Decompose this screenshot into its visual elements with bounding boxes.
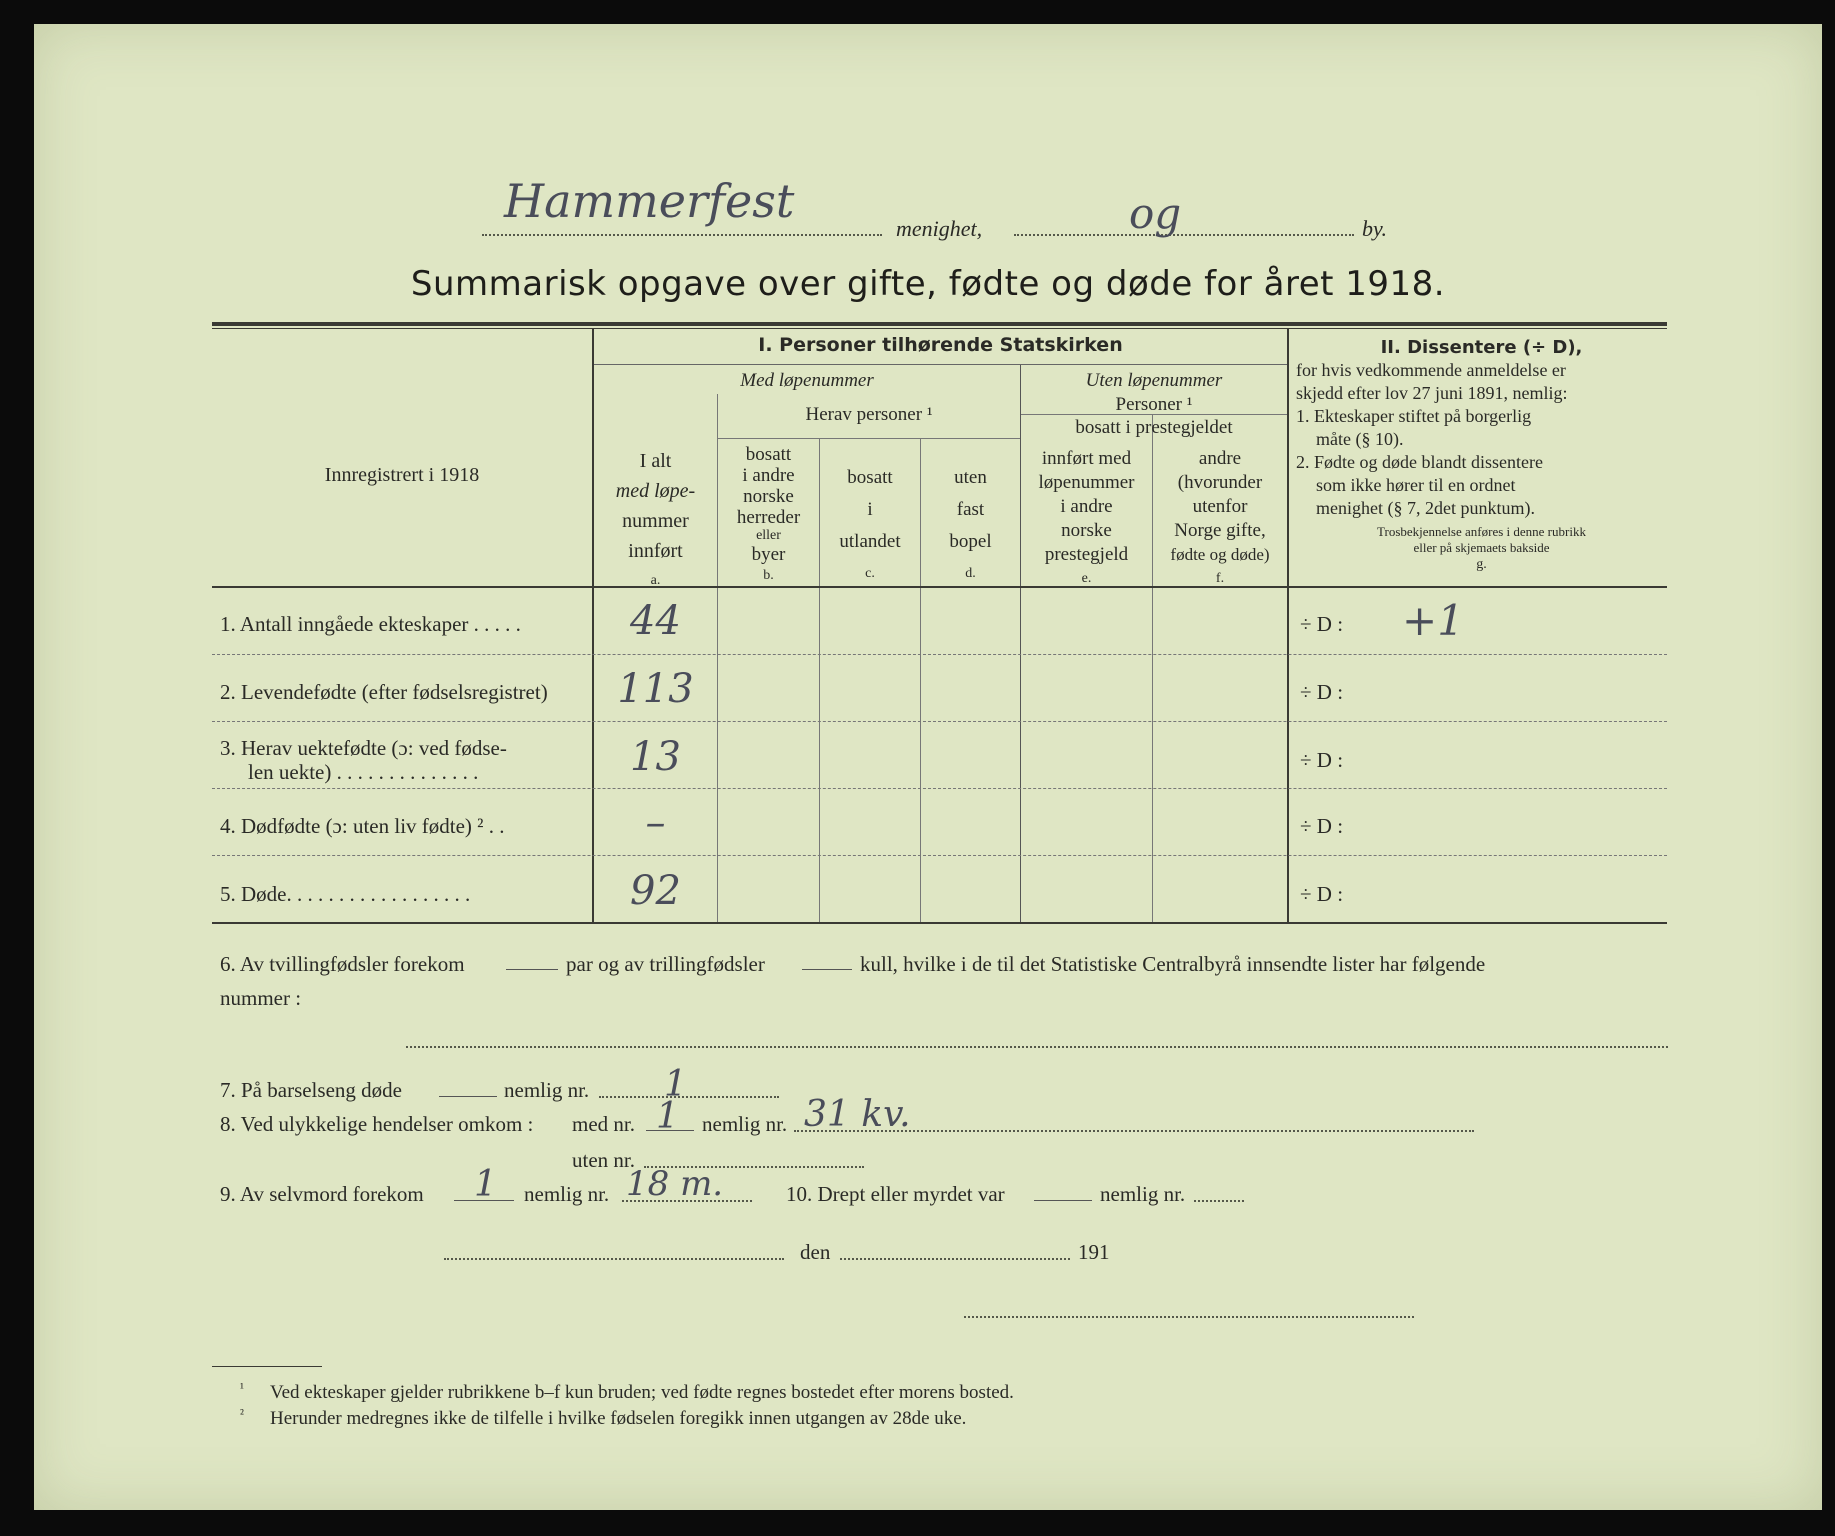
date-year: 191: [1078, 1240, 1110, 1264]
dissentere-block: II. Dissentere (÷ D), for hvis vedkommende anmeldelse er skjedd efter lov 27 juni 1891, nemlig: 1. Ekteskaper stiftet på borgerlig måte (§ 10). 2. Fødte og døde blandt dissentere som ikke hører til en ordnet menighet (§ 7, 2det punktum). Trosbekjennelse anføres i denne rubrikk eller på skjemaets bakside g.: [1296, 337, 1586, 572]
line-8d: uten nr.: [572, 1148, 635, 1172]
personer-bosatt-heading: Personer ¹ bosatt i prestegjeldet: [1075, 394, 1233, 438]
col-a-header: I alt med løpe- nummer innført a.: [615, 450, 696, 588]
row-1-dissenter: ÷ D :: [1300, 612, 1344, 636]
line-10b: nemlig nr.: [1100, 1182, 1186, 1206]
line-6b: par og av trillingfødsler: [566, 952, 765, 976]
row-5-dissenter: ÷ D :: [1300, 882, 1344, 906]
row-5-value-a: 92: [630, 868, 681, 914]
row-label-5: 5. Døde. . . . . . . . . . . . . . . . . .: [220, 882, 471, 906]
line-7a: 7. På barselseng døde: [220, 1078, 402, 1102]
row-3-value-a: 13: [630, 734, 681, 780]
line-8-handwritten-1: 1: [656, 1096, 679, 1137]
row-2-value-a: 113: [617, 666, 694, 712]
parish-name-handwritten: Hammerfest: [504, 174, 795, 228]
line-6c: kull, hvilke i de til det Statistiske Centralbyrå innsendte lister har følgende: [860, 952, 1486, 976]
line-9-handwritten-2: 18 m.: [626, 1164, 724, 1204]
footnote-1: Ved ekteskaper gjelder rubrikkene b–f kun bruden; ved fødte regnes bostedet efter morens bosted.: [270, 1382, 1014, 1403]
line-8c: nemlig nr.: [702, 1112, 788, 1136]
row-3-dissenter: ÷ D :: [1300, 748, 1344, 772]
row-2-dissenter: ÷ D :: [1300, 680, 1344, 704]
uten-lopenummer-heading: Uten løpenummer: [1085, 370, 1223, 391]
row-1-value-a: 44: [630, 598, 681, 644]
line-6a: 6. Av tvillingfødsler forekom: [220, 952, 465, 976]
top-rule: [212, 322, 1667, 326]
col-b-header: bosatt i andre norske herreder eller byer b.: [736, 444, 801, 583]
row-label-1: 1. Antall inngåede ekteskaper . . . . .: [220, 612, 521, 636]
row-4-dissenter: ÷ D :: [1300, 814, 1344, 838]
med-lopenummer-heading: Med løpenummer: [740, 370, 874, 391]
line-8a: 8. Ved ulykkelige hendelser omkom :: [220, 1112, 534, 1136]
col-e-header: innført med løpenummer i andre norske prestegjeld e.: [1038, 448, 1135, 586]
col-f-header: andre (hvorunder utenfor Norge gifte, fødte og døde) f.: [1170, 448, 1270, 586]
line-6d: nummer :: [220, 986, 302, 1010]
row-1-dissenter-value: +1: [1402, 596, 1464, 645]
line-7-handwritten: 1: [664, 1064, 687, 1105]
line-8-handwritten-2: 31 kv.: [804, 1094, 911, 1135]
date-den: den: [800, 1240, 831, 1264]
signature-line: [964, 1316, 1414, 1318]
footnote-1-mark: ¹: [240, 1380, 244, 1395]
col-c-header: bosatt i utlandet c.: [839, 467, 901, 581]
row-label-4: 4. Dødfødte (ɔ: uten liv fødte) ² . .: [220, 814, 505, 838]
menighet-label: menighet,: [896, 216, 983, 241]
line-9a: 9. Av selvmord forekom: [220, 1182, 424, 1206]
line-10a: 10. Drept eller myrdet var: [786, 1182, 1005, 1206]
line-9-handwritten-1: 1: [474, 1164, 497, 1205]
footnote-2: Herunder medregnes ikke de tilfelle i hvilke fødselen foregikk innen utgangen av 28de uke.: [270, 1408, 967, 1429]
form-sheet: [34, 24, 1822, 1510]
parish-line: [482, 234, 882, 236]
row-label-3: 3. Herav uektefødte (ɔ: ved fødse- len uekte) . . . . . . . . . . . . . .: [220, 736, 507, 784]
by-label: by.: [1362, 216, 1388, 241]
line-8b: med nr.: [572, 1112, 635, 1136]
line-9b: nemlig nr.: [524, 1182, 610, 1206]
innregistrert-label: Innregistrert i 1918: [324, 464, 480, 486]
herav-personer-heading: Herav personer ¹: [805, 404, 933, 425]
row-label-2: 2. Levendefødte (efter fødselsregistret): [220, 680, 548, 704]
og-handwritten: og: [1129, 189, 1182, 238]
row-4-value-a: –: [645, 800, 666, 846]
line-7b: nemlig nr.: [504, 1078, 590, 1102]
col-d-header: uten fast bopel d.: [949, 467, 992, 581]
form-title: Summarisk opgave over gifte, fødte og døde for året 1918.: [410, 264, 1446, 304]
town-line: [1014, 234, 1354, 236]
footnote-2-mark: ²: [240, 1406, 244, 1421]
section-1-heading: I. Personer tilhørende Statskirken: [758, 334, 1123, 356]
